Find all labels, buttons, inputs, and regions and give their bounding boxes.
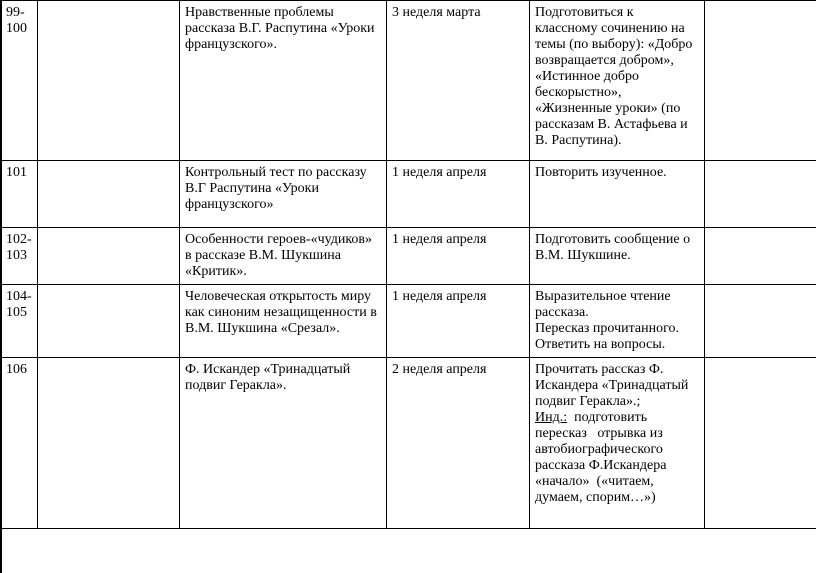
table-row — [1, 358, 816, 529]
lesson-topic: Нравственные проблемы рассказа В.Г. Распутина «Уроки французского». — [180, 1, 387, 161]
lesson-homework — [530, 228, 705, 285]
lesson-homework: Повторить изученное. — [530, 161, 705, 228]
lesson-number: 99-100 — [1, 1, 38, 161]
lesson-date: 3 неделя марта — [387, 1, 530, 161]
lesson-number: 106 — [1, 358, 38, 529]
lesson-homework: Подготовиться к классному сочинению на темы (по выбору): «Добро возвращается добром», «Истинное добро бескорыстно», «Жизненные уроки» (по рассказам В. Астафьева и В. Распутина). — [530, 1, 705, 161]
homework-line: Ответить на вопросы. — [535, 337, 666, 352]
lesson-topic: Человеческая открытость миру как синоним незащищенности в В.М. Шукшина «Срезал». — [180, 285, 387, 358]
empty-cell — [38, 358, 180, 529]
homework-individual-label: Инд.: — [535, 410, 568, 425]
page-left-border — [0, 0, 2, 573]
lesson-date: 1 неделя апреля — [387, 285, 530, 358]
lesson-date: 1 неделя апреля — [387, 228, 530, 285]
empty-cell — [705, 161, 816, 228]
homework-line: Подготовить сообщение о — [535, 232, 691, 247]
lesson-homework — [530, 285, 705, 358]
homework-line: В.М. Шукшине. — [535, 248, 631, 263]
homework-intro: Прочитать рассказ Ф. Искандера «Тринадцатый подвиг Геракла».; — [535, 362, 689, 409]
lesson-topic: Особенности героев-«чудиков» в рассказе В.М. Шукшина «Критик». — [180, 228, 387, 285]
empty-cell — [705, 228, 816, 285]
lesson-homework — [530, 358, 705, 529]
homework-individual-task: подготовить пересказ отрывка из автобиографического рассказа Ф.Искандера «начало» («читаем, думаем, спорим…») — [535, 410, 670, 505]
table-row — [1, 161, 816, 228]
lesson-date: 1 неделя апреля — [387, 161, 530, 228]
homework-line: Пересказ прочитанного. — [535, 321, 679, 336]
lesson-number: 101 — [1, 161, 38, 228]
table-row — [1, 1, 816, 161]
lesson-number: 104-105 — [1, 285, 38, 358]
empty-cell — [705, 358, 816, 529]
empty-cell — [38, 161, 180, 228]
empty-cell — [38, 285, 180, 358]
homework-line: Выразительное чтение рассказа. — [535, 289, 671, 320]
lesson-number: 102-103 — [1, 228, 38, 285]
empty-cell — [705, 285, 816, 358]
topic-line: Контрольный тест по рассказу — [185, 165, 367, 180]
lesson-topic: Ф. Искандер «Тринадцатый подвиг Геракла». — [180, 358, 387, 529]
table-row — [1, 285, 816, 358]
empty-cell — [38, 228, 180, 285]
table-row — [1, 228, 816, 285]
empty-cell — [38, 1, 180, 161]
lesson-topic — [180, 161, 387, 228]
topic-line: В.Г Распутина «Уроки французского» — [185, 181, 319, 212]
empty-cell — [705, 1, 816, 161]
lesson-date: 2 неделя апреля — [387, 358, 530, 529]
